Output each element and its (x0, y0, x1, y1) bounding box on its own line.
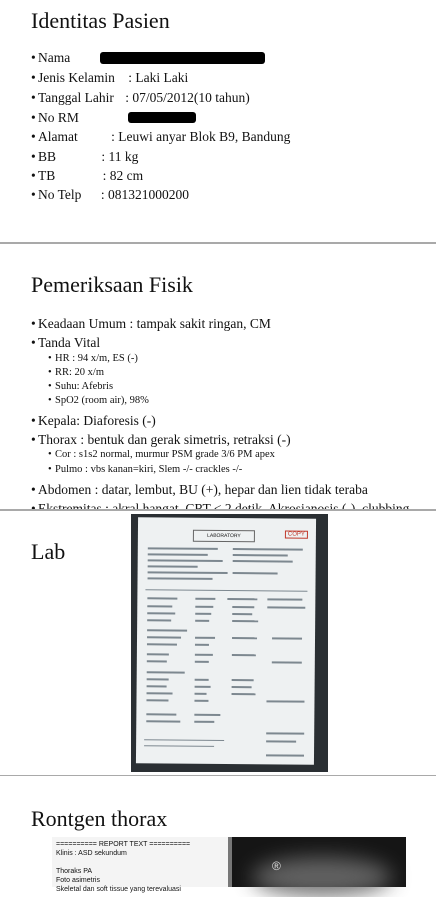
identitas-row-no-rm: • No RM (31, 110, 79, 125)
identitas-row-nama: • Nama (31, 50, 71, 65)
rontgen-report-text: ========== REPORT TEXT ========== Klinis : ASD sekundum Thoraks PA Foto asimetris Skeletal dan soft tissue yang terevaluasi (52, 837, 228, 887)
fisik-tanda-vital: • Tanda Vital (31, 335, 101, 350)
fisik-thorax: • Thorax : bentuk dan gerak simetris, retraksi (-) (31, 432, 291, 447)
redacted-name-bar (100, 52, 265, 64)
lab-report-photo (131, 514, 328, 772)
vital-hr: • HR : 94 x/m, ES (-) (48, 353, 138, 364)
slide-rontgen (0, 776, 436, 893)
identitas-row-tanggal-lahir: • Tanggal Lahir : 07/05/2012(10 tahun) (31, 90, 250, 105)
fisik-pulmo: • Pulmo : vbs kanan=kiri, Slem -/- crackles -/- (48, 464, 243, 475)
section-title-lab: Lab (31, 539, 66, 564)
identitas-row-tb: • TB : 82 cm (31, 168, 144, 183)
chest-xray-image (232, 837, 406, 887)
identitas-row-bb: • BB : 11 kg (31, 149, 139, 164)
section-title-fisik: Pemeriksaan Fisik (31, 272, 193, 297)
fisik-keadaan-umum: • Keadaan Umum : tampak sakit ringan, CM (31, 316, 271, 331)
redacted-rm-bar (128, 112, 196, 123)
vital-suhu: • Suhu: Afebris (48, 381, 114, 392)
vital-rr: • RR: 20 x/m (48, 367, 105, 378)
slide-pemeriksaan-fisik (0, 244, 436, 510)
lab-sheet-header: LABORATORY (193, 530, 255, 543)
identitas-row-alamat: • Alamat : Leuwi anyar Blok B9, Bandung (31, 129, 291, 144)
fisik-cor: • Cor : s1s2 normal, murmur PSM grade 3/6 PM apex (48, 449, 275, 460)
vital-spo2: • SpO2 (room air), 98% (48, 395, 149, 406)
section-title-rontgen: Rontgen thorax (31, 806, 168, 831)
fisik-kepala: • Kepala: Diaforesis (-) (31, 413, 156, 428)
fisik-abdomen: • Abdomen : datar, lembut, BU (+), hepar dan lien tidak teraba (31, 482, 368, 497)
slide-lab (0, 511, 436, 775)
copy-stamp: COPY (285, 531, 308, 539)
lab-sheet (136, 517, 316, 765)
identitas-row-jenis-kelamin: • Jenis Kelamin : Laki Laki (31, 70, 189, 85)
identitas-row-no-telp: • No Telp : 081321000200 (31, 187, 189, 202)
xray-side-marker: ® (272, 859, 281, 873)
slide-identitas (0, 0, 436, 243)
section-title-identitas: Identitas Pasien (31, 8, 170, 33)
